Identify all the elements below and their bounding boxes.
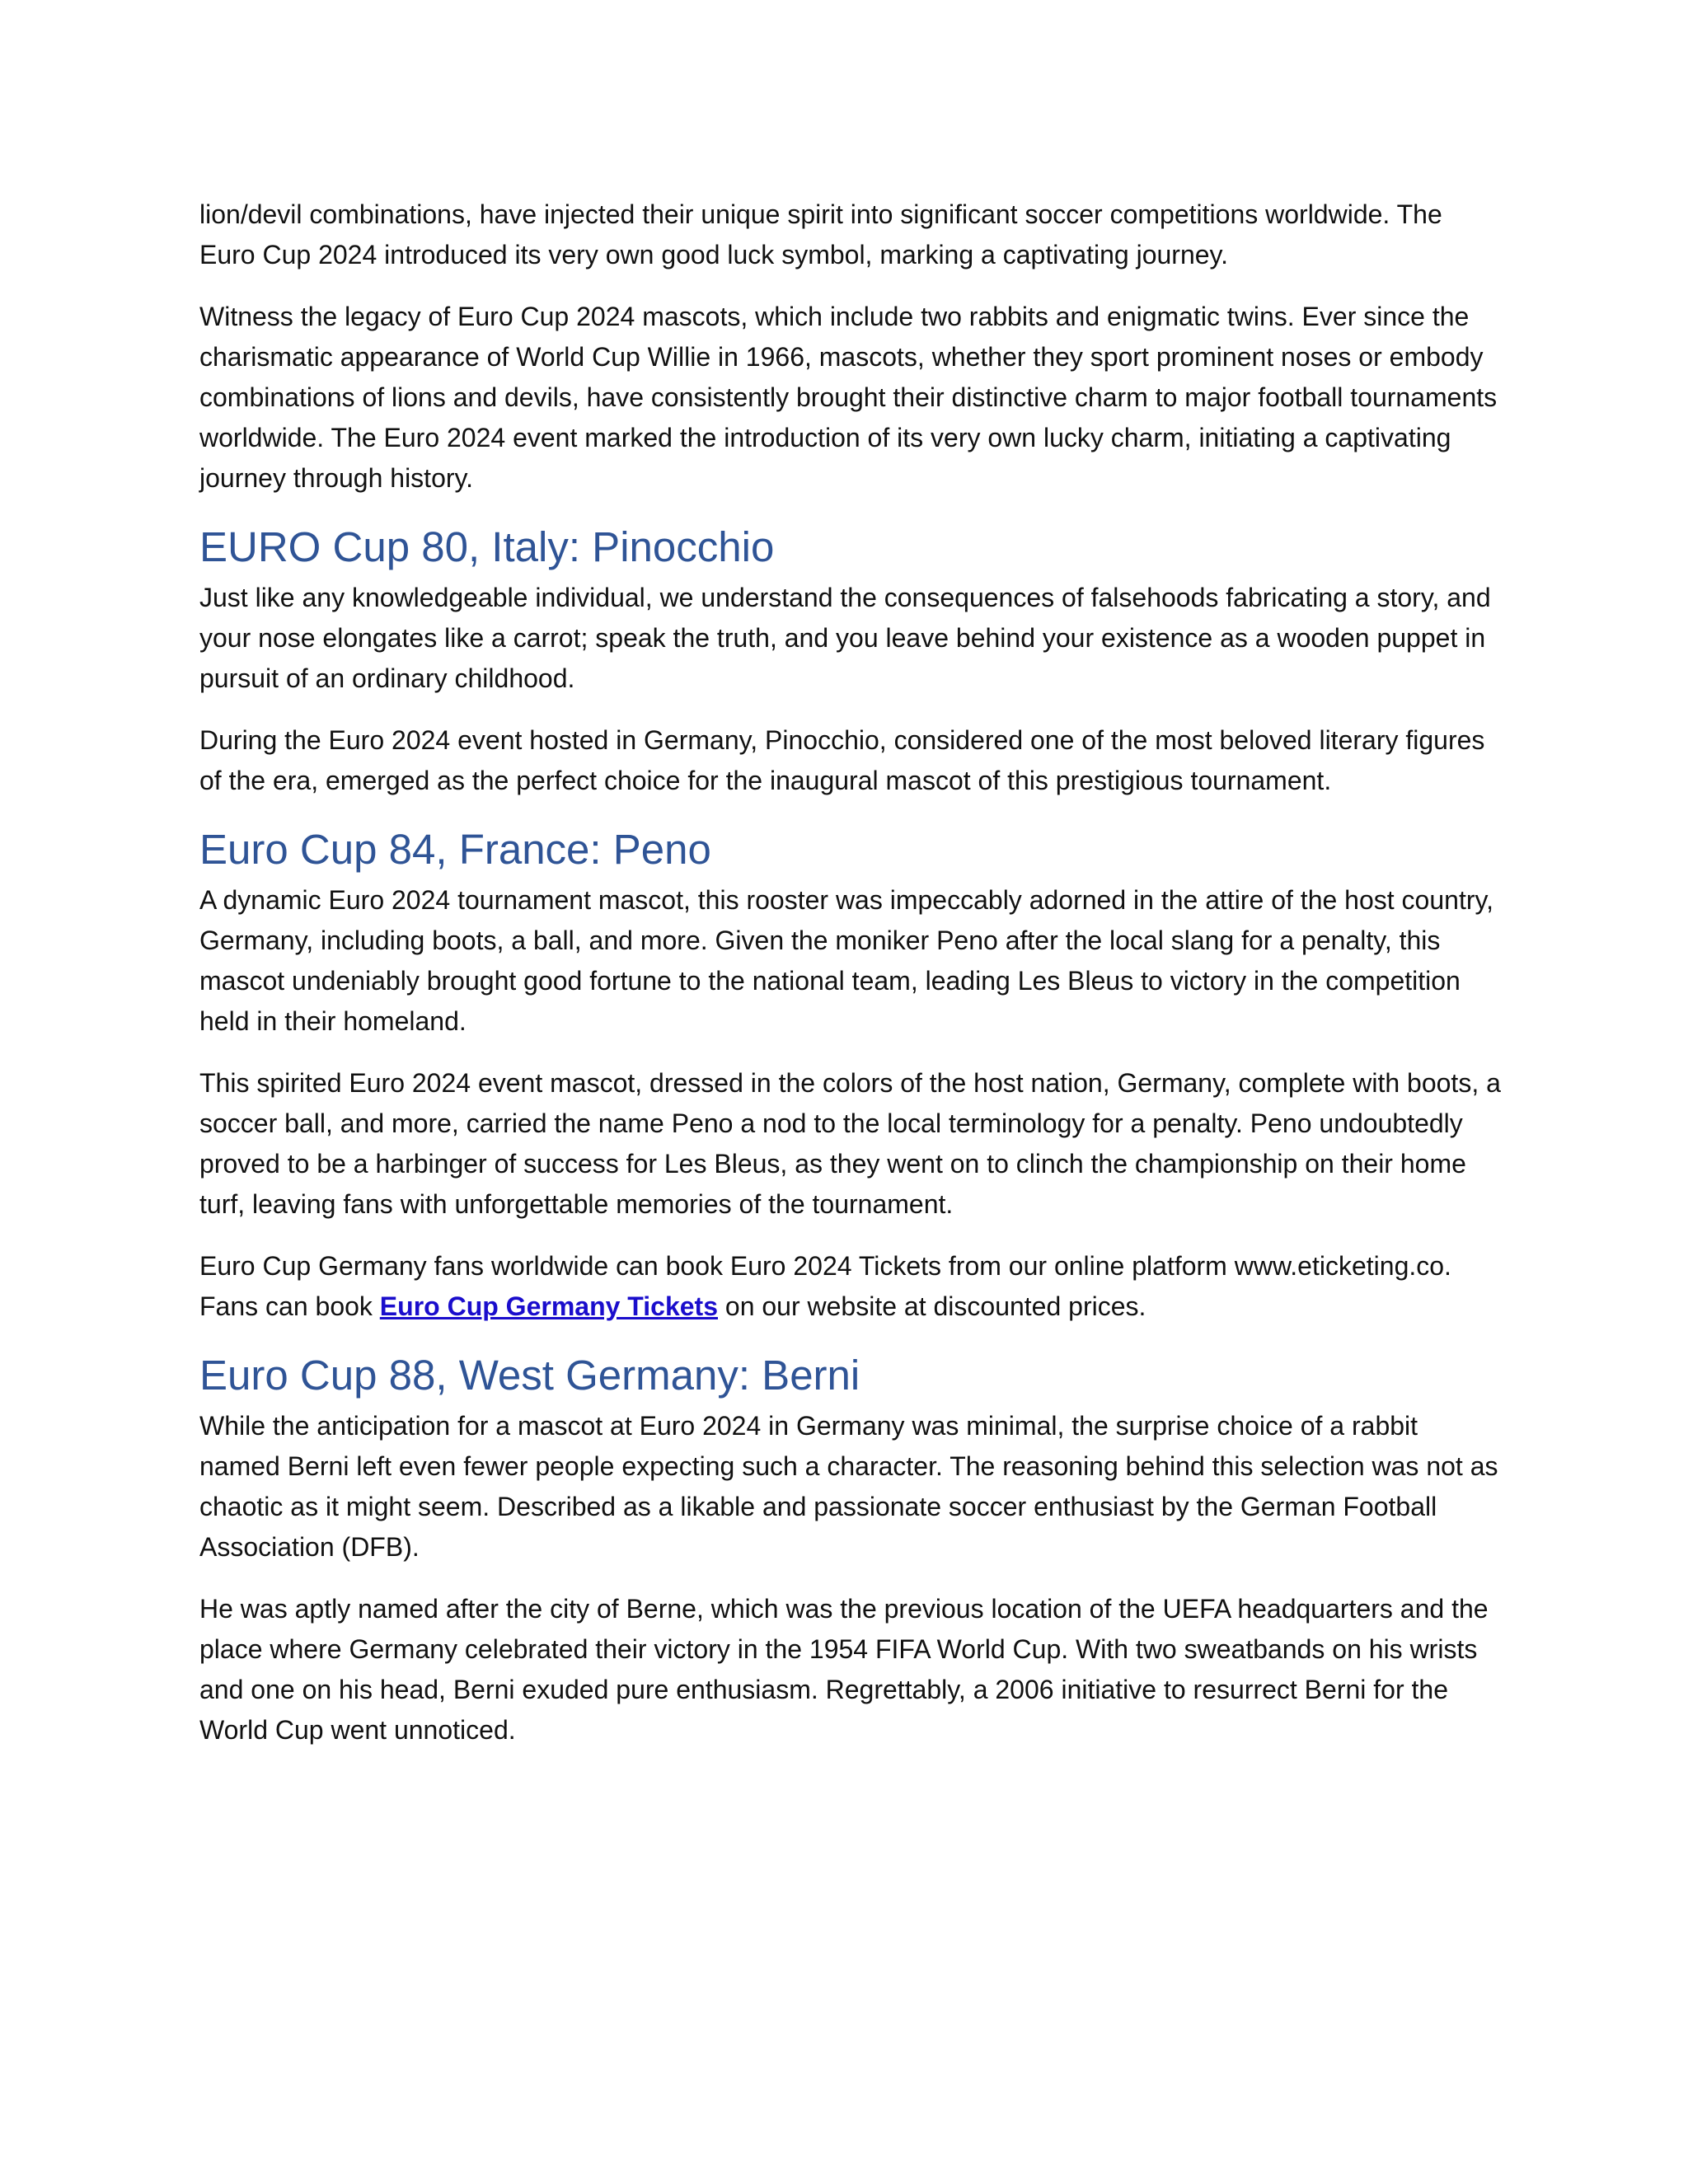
berni-paragraph-1: While the anticipation for a mascot at Euro 2024 in Germany was minimal, the surprise choice of a rabbit named Berni left even fewer people expecting such a character. The reasoning behind this selection was not as chaotic as it might seem. Described as a likable and passionate soccer enthusiast by the German Football Association (DFB). <box>199 1411 1498 1562</box>
intro-paragraph-1: lion/devil combinations, have injected their unique spirit into significant soccer competitions worldwide. The Euro Cup 2024 introduced its very own good luck symbol, marking a captivating journey. <box>199 199 1442 269</box>
peno-paragraph-3 <box>199 1246 1502 1327</box>
tickets-text-after: on our website at discounted prices. <box>718 1291 1146 1321</box>
berni-paragraph-2: He was aptly named after the city of Berne, which was the previous location of the UEFA headquarters and the place where Germany celebrated their victory in the 1954 FIFA World Cup. With two sweatbands on his wrists and one on his head, Berni exuded pure enthusiasm. Regrettably, a 2006 initiative to resurrect Berni for the World Cup went unnoticed. <box>199 1594 1489 1745</box>
intro-paragraph-2: Witness the legacy of Euro Cup 2024 mascots, which include two rabbits and enigmatic twins. Ever since the charismatic appearance of World Cup Willie in 1966, mascots, whether they sport prominent noses or embody combinations of lions and devils, have consistently brought their distinctive charm to major football tournaments worldwide. The Euro 2024 event marked the introduction of its very own lucky charm, initiating a captivating journey through history. <box>199 302 1498 493</box>
pinocchio-paragraph-1: Just like any knowledgeable individual, we understand the consequences of falsehoods fabricating a story, and your nose elongates like a carrot; speak the truth, and you leave behind your existence as a wooden puppet in pursuit of an ordinary childhood. <box>199 583 1491 693</box>
document-page <box>199 194 1502 1772</box>
tickets-text-before: Euro Cup Germany fans worldwide can book Euro 2024 Tickets from our online platform www.eticketing.co. Fans can book <box>199 1251 1451 1321</box>
euro-cup-germany-tickets-link[interactable]: Euro Cup Germany Tickets <box>379 1291 718 1321</box>
section-heading-berni: Euro Cup 88, West Germany: Berni <box>199 1352 860 1399</box>
section-heading-pinocchio: EURO Cup 80, Italy: Pinocchio <box>199 523 775 570</box>
peno-paragraph-1: A dynamic Euro 2024 tournament mascot, this rooster was impeccably adorned in the attire of the host country, Germany, including boots, a ball, and more. Given the moniker Peno after the local slang for a penalty, this mascot undeniably brought good fortune to the national team, leading Les Bleus to victory in the competition held in their homeland. <box>199 885 1493 1036</box>
pinocchio-paragraph-2: During the Euro 2024 event hosted in Germany, Pinocchio, considered one of the most beloved literary figures of the era, emerged as the perfect choice for the inaugural mascot of this prestigious tournament. <box>199 725 1485 795</box>
peno-paragraph-2: This spirited Euro 2024 event mascot, dressed in the colors of the host nation, Germany, complete with boots, a soccer ball, and more, carried the name Peno a nod to the local terminology for a penalty. Peno undoubtedly proved to be a harbinger of success for Les Bleus, as they went on to clinch the championship on their home turf, leaving fans with unforgettable memories of the tournament. <box>199 1068 1501 1219</box>
section-heading-peno: Euro Cup 84, France: Peno <box>199 826 711 873</box>
